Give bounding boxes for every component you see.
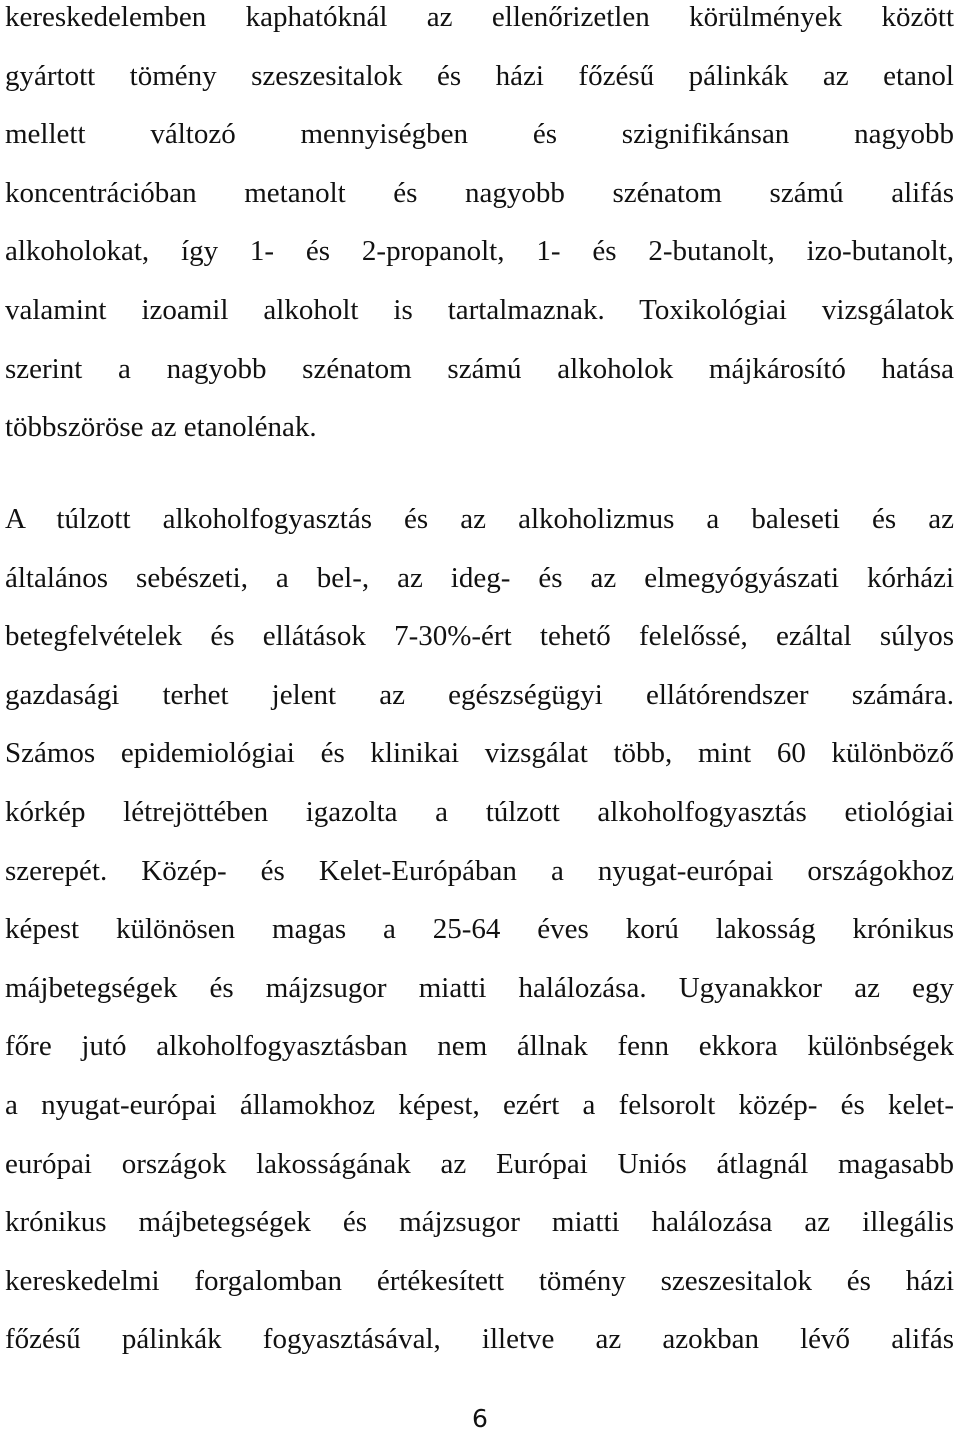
text-line: betegfelvételek és ellátások 7-30%-ért tehető felelőssé, ezáltal súlyos [5, 620, 954, 653]
paragraph-2 [5, 490, 954, 1369]
text-line: kórkép létrejöttében igazolta a túlzott alkoholfogyasztás etiológiai [5, 795, 954, 828]
text-line: szerepét. Közép- és Kelet-Európában a nyugat-európai országokhoz [5, 854, 954, 887]
text-line: májbetegségek és májzsugor miatti halálozása. Ugyanakkor az egy [5, 971, 954, 1004]
paragraph-1 [5, 0, 954, 457]
text-line: alkoholokat, így 1- és 2-propanolt, 1- és 2-butanolt, izo-butanolt, [5, 235, 954, 268]
text-line: gazdasági terhet jelent az egészségügyi ellátórendszer számára. [5, 678, 954, 711]
text-line: szerint a nagyobb szénatom számú alkoholok májkárosító hatása [5, 352, 954, 385]
text-line: krónikus májbetegségek és májzsugor miatti halálozása az illegális [5, 1206, 954, 1239]
text-line: általános sebészeti, a bel-, az ideg- és az elmegyógyászati kórházi [5, 561, 954, 594]
text-line: A túlzott alkoholfogyasztás és az alkoholizmus a baleseti és az [5, 503, 954, 535]
page-number: 6 [472, 1404, 488, 1433]
text-line: kereskedelmi forgalomban értékesített tömény szeszesitalok és házi [5, 1264, 954, 1297]
text-line: képest különösen magas a 25-64 éves korú lakosság krónikus [5, 913, 954, 946]
text-line: többszöröse az etanolénak. [5, 411, 317, 444]
text-line: mellett változó mennyiségben és szignifikánsan nagyobb [5, 118, 954, 151]
text-line: Számos epidemiológiai és klinikai vizsgálat több, mint 60 különböző [5, 737, 954, 770]
text-line: kereskedelemben kaphatóknál az ellenőrizetlen körülmények között [5, 1, 954, 33]
text-line: főre jutó alkoholfogyasztásban nem állnak fenn ekkora különbségek [5, 1030, 954, 1063]
text-line: európai országok lakosságának az Európai Uniós átlagnál magasabb [5, 1147, 954, 1180]
text-line: főzésű pálinkák fogyasztásával, illetve az azokban lévő alifás [5, 1323, 954, 1356]
text-line: koncentrációban metanolt és nagyobb szénatom számú alifás [5, 176, 954, 209]
text-line: gyártott tömény szeszesitalok és házi főzésű pálinkák az etanol [5, 59, 954, 92]
text-line: valamint izoamil alkoholt is tartalmaznak. Toxikológiai vizsgálatok [5, 293, 954, 326]
text-line: a nyugat-európai államokhoz képest, ezért a felsorolt közép- és kelet- [5, 1088, 954, 1121]
